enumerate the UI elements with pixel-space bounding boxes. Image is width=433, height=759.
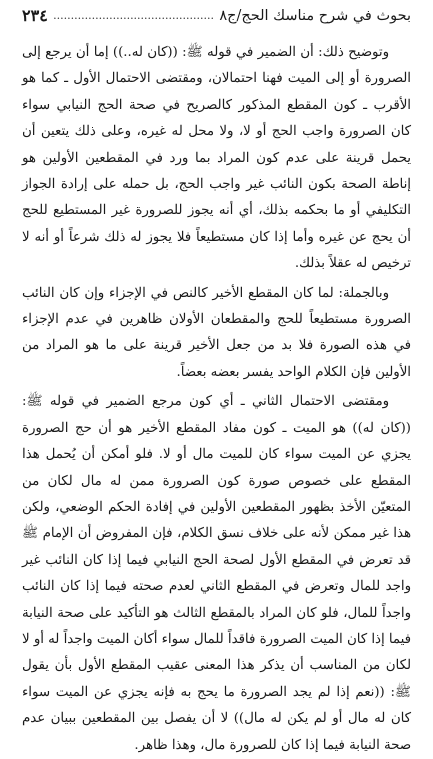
paragraph: وبالجملة: لما كان المقطع الأخير كالنص في الإجزاء وإن كان النائب الصرورة مستطيعاً للحج والمقطعان الأولان ظاهرين في عدم الإجزاء في هذه الصورة فلا بد من جعل الأخير قرينة على ما هو المراد من الأولين فإن الكلام الواحد يفسر بعضه بعضاً.	[22, 285, 411, 380]
page-header	[22, 6, 411, 30]
paragraph: وتوضيح ذلك: أن الضمير في قوله ﷺ: ((كان له..)) إما أن يرجع إلى الصرورة أو إلى الميت فهنا احتمالان، ومقتضى الاحتمال الأول ـ كما هو الأقرب ـ كون المقطع المذكور كالصريح في صحة الحج النيابي سواء كان الصرورة واجب الحج أو لا، ولا محل له غيره، وعلى ذلك يتعين أن يحمل قرينة على عدم كون المراد بما ورد في المقطعين الأولين هو إناطة الصحة بكون النائب غير واجب الحج، بل حمله على إرادة الجواز التكليفي أو ما بحكمه بذلك، أي أنه يجوز للصرورة غير المستطيع للحج أن يحج عن غيره وأما إذا كان مستطيعاً فلا يجوز له ذلك شرعاً أو أنه لا ترخيص له عقلاً بذلك.	[22, 45, 411, 272]
page-number: ٢٣٤	[22, 6, 48, 25]
paragraph: ومقتضى الاحتمال الثاني ـ أي كون مرجع الضمير في قوله ﷺ: ((كان له)) هو الميت ـ كون مفاد المقطع الأخير هو أن حج الصرورة يجزي عن الميت سواء كان للميت مال أو لا. فلو أمكن أن يُحمل هذا المقطع على خصوص صورة كون الصرورة ممن له مال لكان من المتعيّن الأخذ بظهور المقطعين الأولين في إفادة الحكم الوضعي، ولكن هذا غير ممكن لأنه على خلاف نسق الكلام، فإن المفروض أن الإمام ﷺ قد تعرض في المقطع الأول لصحة الحج النيابي فيما إذا كان النائب غير واجد للمال وتعرض في المقطع الثاني لعدم صحته فيما إذا كان النائب واجداً للمال، فلو كان المراد بالمقطع الثالث هو التأكيد على صحة النيابة فيما إذا كان الميت الصرورة فاقداً للمال سواء أكان الميت واجداً له أو لا لكان من المناسب أن يذكر هذا المعنى عقيب المقطع الأول بأن يقول ﷺ: ((نعم إذا لم يجد الصرورة ما يحج به فإنه يجزي عن الميت سواء كان له مال أو لم يكن له مال)) لا أن يفصل بين المقطعين ببيان عدم صحة النيابة فيما إذا كان للصرورة مال، وهذا ظاهر.	[22, 394, 411, 753]
header-dot-leader: ..............................................	[53, 9, 214, 22]
running-title: بحوث في شرح مناسك الحج/ج٨	[219, 8, 411, 24]
body-text	[22, 40, 411, 759]
